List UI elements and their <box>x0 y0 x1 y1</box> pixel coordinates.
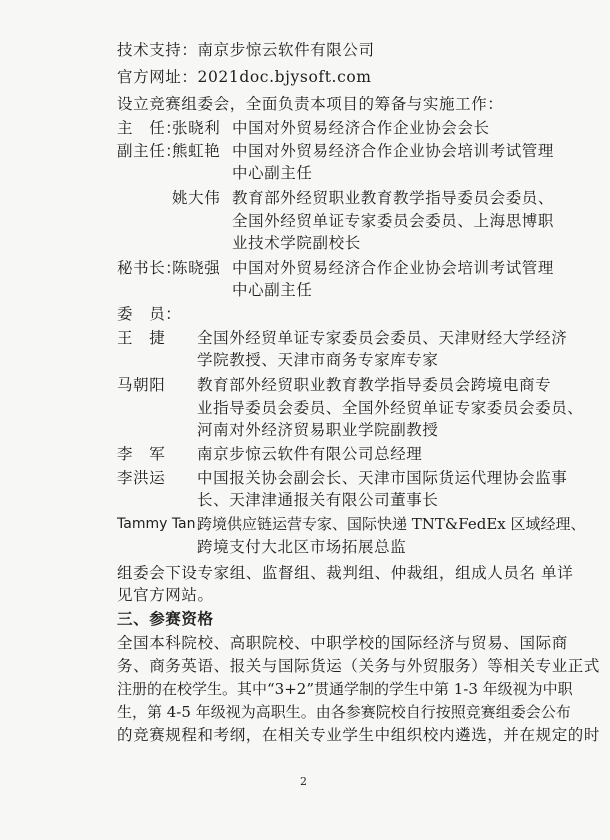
vice-director-role: 副主任： <box>117 142 182 160</box>
support-line: 技术支持：南京步惊云软件有限公司 <box>117 41 375 59</box>
website-line: 官方网址：2021doc.bjysoft.com <box>117 68 372 86</box>
member-title: 学院教授、天津市商务专家库专家 <box>197 351 439 369</box>
eligibility-line: 生，第 4-5 年级视为高职生。由各参赛院校自行按照竞赛组委会公布 <box>117 703 571 721</box>
vice-director-2-title: 教育部外经贸职业教育教学指导委员会委员、 <box>232 189 555 207</box>
member-title: 跨境支付大北区市场拓展总监 <box>197 538 407 556</box>
groups-paragraph: 组委会下设专家组、监督组、裁判组、仲裁组，组成人员名 单详 <box>117 564 574 582</box>
members-label: 委 员： <box>117 305 182 323</box>
eligibility-line: 注册的在校学生。其中“3+2”贯通学制的学生中第 1-3 年级视为中职 <box>117 680 573 698</box>
vice-director-1-name: 熊虹艳 <box>172 142 221 160</box>
section-heading: 三、参赛资格 <box>117 609 214 628</box>
vice-director-1-title: 中国对外贸易经济合作企业协会培训考试管理 <box>232 142 555 160</box>
committee-intro: 设立竞赛组委会，全面负责本项目的筹备与实施工作： <box>117 95 504 113</box>
secretary-title: 中国对外贸易经济合作企业协会培训考试管理 <box>232 259 555 277</box>
member-title: 业指导委员会委员、全国外经贸单证专家委员会委员、 <box>197 399 584 417</box>
member-name: 马朝阳 <box>117 376 166 394</box>
director-title: 中国对外贸易经济合作企业协会会长 <box>232 119 490 137</box>
member-title: 河南对外经济贸易职业学院副教授 <box>197 421 439 439</box>
member-title: 全国外经贸单证专家委员会委员、天津财经大学经济 <box>197 329 568 347</box>
member-title: 南京步惊云软件有限公司总经理 <box>197 445 423 463</box>
member-title: 中国报关协会副会长、天津市国际货运代理协会监事 <box>197 469 568 487</box>
secretary-name: 陈晓强 <box>172 259 221 277</box>
vice-director-2-title: 业技术学院副校长 <box>232 234 361 252</box>
member-name: 李 军 <box>117 445 166 463</box>
secretary-title: 中心副主任 <box>232 281 313 299</box>
vice-director-2-name: 姚大伟 <box>172 189 221 207</box>
member-name: 李洪运 <box>117 469 166 487</box>
member-title: 跨境供应链运营专家、国际快递 TNT&FedEx 区域经理、 <box>197 515 586 533</box>
secretary-role: 秘书长： <box>117 259 182 277</box>
director-name: 张晓利 <box>172 119 221 137</box>
eligibility-line: 全国本科院校、高职院校、中职学校的国际经济与贸易、国际商 <box>117 634 568 652</box>
eligibility-line: 的竞赛规程和考纲，在相关专业学生中组织校内遴选，并在规定的时 <box>117 726 601 744</box>
member-title: 长、天津津通报关有限公司董事长 <box>197 491 439 509</box>
vice-director-1-title: 中心副主任 <box>232 164 313 182</box>
groups-paragraph: 见官方网站。 <box>117 586 214 604</box>
member-title: 教育部外经贸职业教育教学指导委员会跨境电商专 <box>197 376 552 394</box>
vice-director-2-title: 全国外经贸单证专家委员会委员、上海思博职 <box>232 212 555 230</box>
member-name: 王 捷 <box>117 329 166 347</box>
eligibility-line: 务、商务英语、报关与国际货运（关务与外贸服务）等相关专业正式 <box>117 657 601 675</box>
member-name: Tammy Tan <box>117 516 196 532</box>
director-role: 主 任： <box>117 119 182 137</box>
page-number: 2 <box>300 775 307 788</box>
